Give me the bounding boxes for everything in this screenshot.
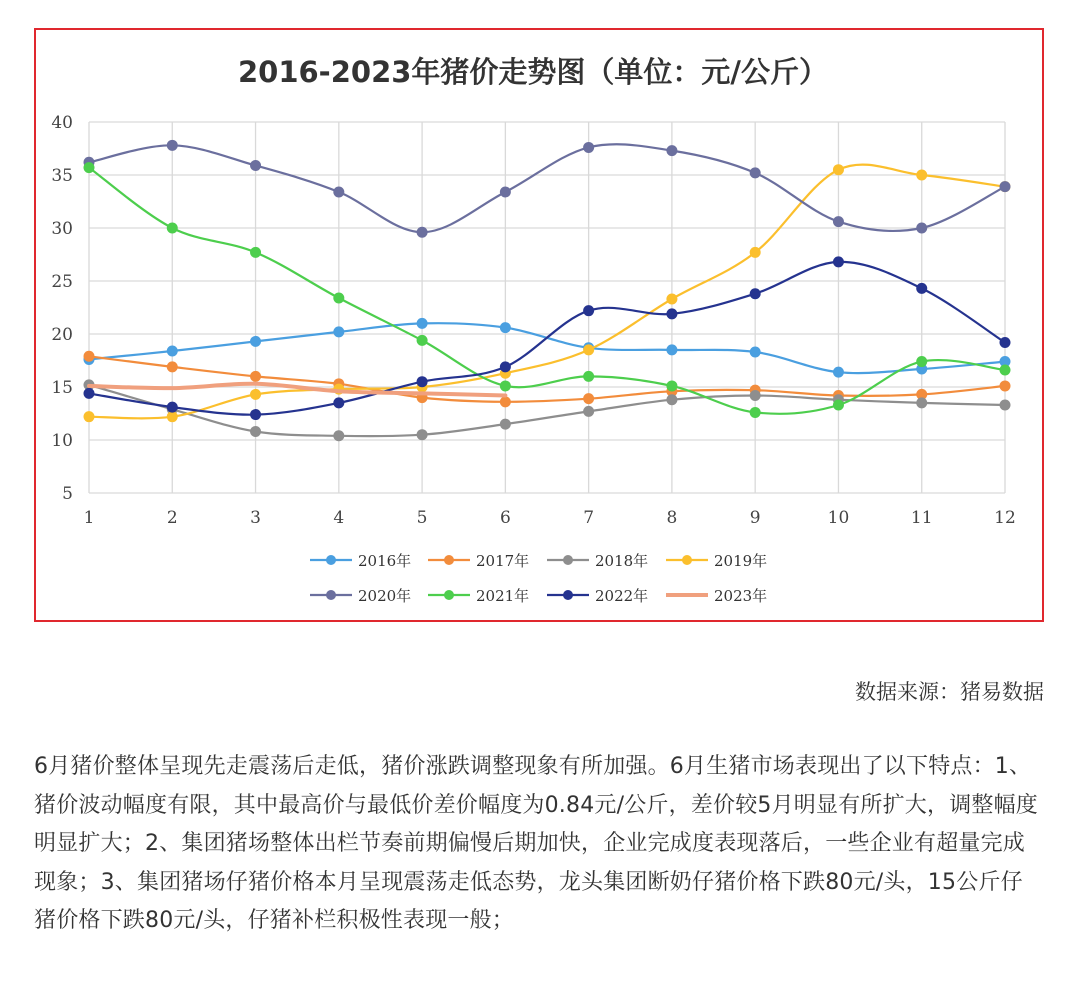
x-tick-label: 8 [666, 508, 678, 528]
data-point [250, 389, 261, 400]
data-point [833, 164, 844, 175]
series-line [89, 385, 1005, 436]
y-tick-label: 40 [51, 113, 73, 133]
data-source-caption: 数据来源：猪易数据 [855, 680, 1044, 704]
data-point [666, 308, 677, 319]
series-2016年 [84, 318, 1011, 378]
x-tick-label: 5 [416, 508, 428, 528]
data-point [833, 216, 844, 227]
series-line [89, 323, 1005, 373]
series-2021年 [84, 162, 1011, 418]
legend-marker [326, 555, 336, 565]
data-point [250, 160, 261, 171]
data-point [666, 294, 677, 305]
data-point [417, 335, 428, 346]
data-point [916, 397, 927, 408]
series-line [89, 144, 1005, 232]
data-point [84, 162, 95, 173]
data-point [583, 142, 594, 153]
legend-item [310, 587, 411, 605]
legend-item [428, 587, 529, 605]
legend-marker [682, 555, 692, 565]
chart-title: 2016-2023年猪价走势图（单位：元/公斤） [237, 55, 829, 89]
data-point [84, 388, 95, 399]
data-point [1000, 365, 1011, 376]
data-point [666, 344, 677, 355]
legend-item [428, 552, 529, 570]
data-point [1000, 181, 1011, 192]
data-point [833, 367, 844, 378]
x-tick-label: 7 [583, 508, 595, 528]
x-tick-label: 10 [827, 508, 850, 528]
legend-marker [563, 555, 573, 565]
data-point [333, 430, 344, 441]
legend-item [547, 552, 648, 570]
data-point [666, 380, 677, 391]
x-tick-label: 12 [994, 508, 1016, 528]
article-paragraph: 6月猪价整体呈现先走震荡后走低，猪价涨跌调整现象有所加强。6月生猪市场表现出了以下特点：1、猪价波动幅度有限，其中最高价与最低价差价幅度为0.84元/公斤，差价较5月明显有所扩大，调整幅度明显扩大；2、集团猪场整体出栏节奏前期偏慢后期加快，企业完成度表现落后，一些企业有超量完成现象；3、集团猪场仔猪价格本月呈现震荡走低态势，龙头集团断奶仔猪价格下跌80元/头，15公斤仔猪价格下跌80元/头，仔猪补栏积极性表现一般； [34, 754, 1038, 933]
data-point [750, 247, 761, 258]
x-tick-label: 4 [333, 508, 345, 528]
legend-marker [563, 590, 573, 600]
data-point [750, 347, 761, 358]
legend-item [310, 552, 411, 570]
data-point [84, 411, 95, 422]
x-tick-label: 6 [499, 508, 511, 528]
data-point [750, 167, 761, 178]
data-point [583, 305, 594, 316]
data-point [167, 402, 178, 413]
y-tick-label: 20 [51, 325, 73, 345]
data-point [167, 140, 178, 151]
data-point [916, 170, 927, 181]
legend-label: 2018年 [595, 552, 649, 570]
data-point [250, 336, 261, 347]
data-point [1000, 337, 1011, 348]
data-point [833, 256, 844, 267]
y-tick-label: 35 [51, 166, 73, 186]
data-point [84, 351, 95, 362]
data-point [500, 396, 511, 407]
x-tick-label: 3 [250, 508, 261, 528]
data-point [417, 429, 428, 440]
y-tick-label: 10 [51, 431, 73, 451]
data-point [500, 186, 511, 197]
legend-label: 2019年 [714, 552, 768, 570]
data-point [500, 380, 511, 391]
data-point [417, 227, 428, 238]
data-point [750, 407, 761, 418]
data-point [583, 344, 594, 355]
legend-label: 2020年 [358, 587, 412, 605]
series-line [89, 168, 1005, 414]
data-point [167, 345, 178, 356]
data-point [417, 376, 428, 387]
data-point [500, 322, 511, 333]
legend-label: 2017年 [476, 552, 530, 570]
data-point [583, 406, 594, 417]
data-point [833, 400, 844, 411]
data-point [1000, 380, 1011, 391]
series-2020年 [84, 140, 1011, 238]
data-point [1000, 400, 1011, 411]
data-point [750, 390, 761, 401]
data-point [167, 411, 178, 422]
y-tick-label: 30 [51, 219, 73, 239]
legend-label: 2022年 [595, 587, 649, 605]
data-point [500, 419, 511, 430]
series-2017年 [84, 351, 1011, 408]
data-point [750, 288, 761, 299]
x-tick-label: 11 [910, 508, 933, 528]
y-tick-label: 5 [62, 484, 73, 504]
legend-marker [444, 555, 454, 565]
gridlines [89, 122, 1005, 493]
data-point [500, 361, 511, 372]
data-point [333, 292, 344, 303]
legend-label: 2016年 [358, 552, 412, 570]
data-point [250, 409, 261, 420]
data-point [250, 247, 261, 258]
data-point [417, 318, 428, 329]
legend-marker [326, 590, 336, 600]
series-lines [84, 140, 1011, 441]
data-point [666, 145, 677, 156]
legend-item [666, 552, 767, 570]
data-point [333, 326, 344, 337]
data-point [167, 361, 178, 372]
x-tick-label: 1 [83, 508, 95, 528]
legend-marker [444, 590, 454, 600]
data-point [916, 223, 927, 234]
legend-label: 2021年 [476, 587, 530, 605]
legend-label: 2023年 [714, 587, 768, 605]
x-tick-label: 9 [749, 508, 761, 528]
data-point [333, 397, 344, 408]
y-tick-label: 25 [51, 272, 73, 292]
data-point [333, 186, 344, 197]
legend [310, 552, 767, 605]
data-point [167, 223, 178, 234]
y-tick-label: 15 [51, 378, 73, 398]
series-line [89, 165, 1005, 419]
data-point [916, 356, 927, 367]
series-line [89, 262, 1005, 415]
data-point [916, 283, 927, 294]
legend-item [666, 587, 767, 605]
data-point [250, 371, 261, 382]
data-point [583, 371, 594, 382]
data-point [583, 393, 594, 404]
data-point [666, 394, 677, 405]
data-point [250, 426, 261, 437]
legend-item [547, 587, 648, 605]
x-tick-label: 2 [166, 508, 178, 528]
